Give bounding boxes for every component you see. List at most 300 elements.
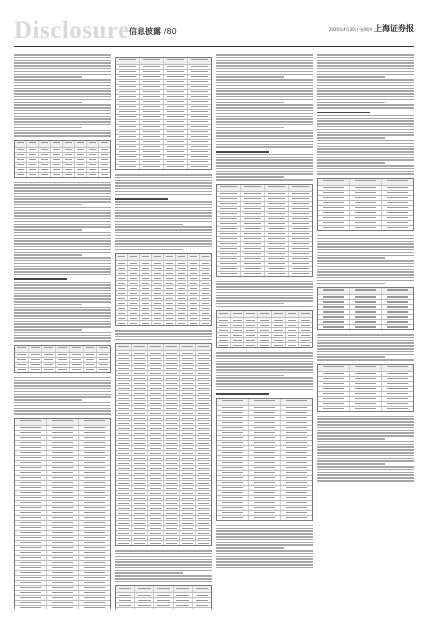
table-cell <box>200 291 211 295</box>
table-cell <box>281 511 312 515</box>
data-table <box>14 345 111 373</box>
text-line <box>317 441 414 443</box>
table-cell <box>140 80 164 84</box>
table-cell <box>15 173 27 177</box>
text-line <box>216 383 313 385</box>
text-line <box>216 358 313 360</box>
table-cell <box>382 179 413 185</box>
table-row <box>15 346 110 353</box>
text-line <box>216 146 313 148</box>
text-line <box>115 182 212 184</box>
table-row <box>318 288 413 295</box>
text-line <box>216 79 313 81</box>
table-cell <box>79 461 110 465</box>
table-cell <box>116 451 132 455</box>
table-cell <box>217 446 249 450</box>
table-cell <box>241 207 265 211</box>
table-cell <box>148 466 164 470</box>
table-row <box>318 407 413 411</box>
table-cell <box>188 316 200 320</box>
table-cell <box>286 311 300 317</box>
table-cell <box>164 471 180 475</box>
table-cell <box>164 58 188 64</box>
text-line <box>14 274 111 276</box>
text-line <box>317 171 414 173</box>
table-cell <box>265 247 289 251</box>
table-cell <box>196 426 211 430</box>
table-cell <box>116 356 132 360</box>
table-cell <box>350 191 382 195</box>
table-cell <box>84 358 98 362</box>
table-cell <box>116 593 135 597</box>
data-table <box>317 178 414 231</box>
text-line <box>216 567 313 569</box>
text-line <box>317 435 414 437</box>
table-cell <box>132 461 148 465</box>
text-line <box>14 110 111 112</box>
table-cell <box>116 431 132 435</box>
table-cell <box>116 85 140 89</box>
table-cell <box>196 366 211 370</box>
table-cell <box>148 426 164 430</box>
data-table <box>317 364 414 412</box>
text-line <box>317 107 414 109</box>
table-cell <box>289 227 312 231</box>
table-cell <box>382 226 413 230</box>
table-cell <box>47 526 79 530</box>
table-cell <box>79 586 110 590</box>
table-cell <box>196 501 211 505</box>
table-cell <box>318 315 350 319</box>
text-line <box>317 455 414 457</box>
text-line <box>115 246 212 248</box>
table-cell <box>140 286 152 290</box>
table-cell <box>176 254 188 260</box>
table-cell <box>164 90 188 94</box>
table-cell <box>116 603 135 607</box>
table-cell <box>318 372 350 376</box>
table-cell <box>249 441 281 445</box>
table-cell <box>180 516 196 520</box>
table-cell <box>47 566 79 570</box>
text-line <box>115 553 212 555</box>
table-cell <box>180 501 196 505</box>
table-cell <box>116 396 132 400</box>
table-cell <box>15 431 47 435</box>
table-cell <box>87 163 99 167</box>
text-line <box>317 266 414 268</box>
table-cell <box>97 368 110 372</box>
table-cell <box>180 344 196 350</box>
text-line <box>115 174 212 176</box>
table-cell <box>318 295 350 299</box>
text-line <box>14 71 111 73</box>
table-cell <box>196 431 211 435</box>
table-cell <box>29 368 43 372</box>
text-line <box>14 90 111 92</box>
table-cell <box>154 586 173 592</box>
table-cell <box>27 148 39 152</box>
text-line <box>317 168 414 170</box>
table-cell <box>152 281 164 285</box>
table-cell <box>116 90 140 94</box>
table-cell <box>289 212 312 216</box>
table-cell <box>318 206 350 210</box>
table-cell <box>15 456 47 460</box>
table-cell <box>217 511 249 515</box>
table-cell <box>188 281 200 285</box>
table-cell <box>272 311 286 317</box>
table-cell <box>47 471 79 475</box>
disclosure-logo: Disclosure <box>14 17 130 44</box>
table-cell <box>116 65 140 69</box>
text-line <box>14 391 111 393</box>
text-line <box>317 477 414 479</box>
table-cell <box>286 338 300 342</box>
text-line <box>216 68 313 70</box>
table-cell <box>382 407 413 411</box>
table-cell <box>148 451 164 455</box>
text-line <box>14 187 111 189</box>
table-cell <box>116 311 128 315</box>
table-cell <box>27 141 39 147</box>
table-cell <box>231 318 245 322</box>
text-line <box>216 389 313 391</box>
table-cell <box>289 257 312 261</box>
table-cell <box>148 516 164 520</box>
table-cell <box>75 163 87 167</box>
table-cell <box>180 541 196 545</box>
table-cell <box>116 150 140 154</box>
table-cell <box>148 501 164 505</box>
text-line <box>317 345 414 347</box>
text-line <box>317 280 414 282</box>
table-cell <box>281 416 312 420</box>
table-cell <box>15 426 47 430</box>
table-cell <box>140 301 152 305</box>
table-cell <box>15 591 47 595</box>
table-cell <box>116 351 132 355</box>
table-cell <box>132 496 148 500</box>
text-line <box>14 402 111 404</box>
table-cell <box>188 105 211 109</box>
text-line <box>216 564 313 566</box>
table-cell <box>148 366 164 370</box>
text-line <box>115 235 212 237</box>
table-cell <box>164 75 188 79</box>
table-cell <box>164 291 176 295</box>
table-cell <box>164 110 188 114</box>
table-cell <box>188 276 200 280</box>
table-cell <box>188 296 200 300</box>
text-line <box>317 446 414 448</box>
table-row <box>116 586 211 593</box>
text-line <box>14 394 111 396</box>
text-line <box>216 542 313 544</box>
text-line <box>216 107 313 109</box>
table-cell <box>15 346 29 352</box>
text-line <box>216 96 313 98</box>
text-line <box>216 286 313 288</box>
text-line <box>317 472 414 474</box>
table-cell <box>79 576 110 580</box>
table-cell <box>318 305 350 309</box>
table-cell <box>382 387 413 391</box>
table-cell <box>128 286 140 290</box>
table-cell <box>39 168 51 172</box>
table-cell <box>196 496 211 500</box>
table-cell <box>148 506 164 510</box>
text-line <box>216 530 313 532</box>
table-cell <box>180 361 196 365</box>
table-cell <box>116 586 135 592</box>
table-cell <box>116 80 140 84</box>
table-row <box>15 368 110 372</box>
table-cell <box>217 338 231 342</box>
text-line <box>14 287 111 289</box>
text-line <box>14 266 111 268</box>
table-cell <box>281 446 312 450</box>
table-cell <box>99 153 110 157</box>
table-cell <box>164 496 180 500</box>
table-cell <box>116 406 132 410</box>
table-cell <box>231 343 245 347</box>
text-line <box>317 71 414 73</box>
table-cell <box>299 343 312 347</box>
text-line <box>317 82 414 84</box>
text-line <box>317 154 414 156</box>
table-cell <box>289 197 312 201</box>
table-cell <box>196 441 211 445</box>
table-cell <box>79 491 110 495</box>
table-cell <box>116 125 140 129</box>
table-cell <box>15 571 47 575</box>
text-line <box>14 399 82 401</box>
text-line <box>317 342 414 344</box>
text-line <box>14 293 111 295</box>
table-cell <box>193 608 211 609</box>
table-cell <box>265 197 289 201</box>
text-line <box>216 352 313 354</box>
text-line <box>216 124 313 126</box>
table-cell <box>79 436 110 440</box>
table-cell <box>79 426 110 430</box>
text-line <box>216 85 313 87</box>
table-cell <box>217 333 231 337</box>
table-cell <box>164 401 180 405</box>
table-cell <box>350 315 382 319</box>
table-cell <box>249 411 281 415</box>
table-cell <box>15 536 47 540</box>
table-cell <box>217 185 241 191</box>
table-cell <box>350 387 382 391</box>
table-cell <box>164 276 176 280</box>
table-cell <box>244 333 258 337</box>
table-cell <box>132 541 148 545</box>
table-cell <box>148 411 164 415</box>
table-cell <box>140 85 164 89</box>
table-cell <box>116 75 140 79</box>
table-cell <box>140 276 152 280</box>
table-cell <box>318 377 350 381</box>
table-cell <box>258 311 272 317</box>
table-cell <box>286 333 300 337</box>
table-cell <box>350 201 382 205</box>
table-cell <box>47 481 79 485</box>
table-cell <box>164 411 180 415</box>
text-line <box>317 430 414 432</box>
table-cell <box>15 566 47 570</box>
text-line <box>14 184 111 186</box>
table-cell <box>289 267 312 271</box>
text-line <box>14 408 111 410</box>
table-cell <box>249 516 281 520</box>
table-cell <box>42 368 56 372</box>
table-cell <box>42 346 56 352</box>
table-cell <box>272 318 286 322</box>
text-line <box>115 229 212 231</box>
table-cell <box>180 401 196 405</box>
table-cell <box>382 382 413 386</box>
table-cell <box>217 476 249 480</box>
text-line <box>115 226 212 228</box>
text-line <box>14 207 111 209</box>
text-line <box>14 196 111 198</box>
table-cell <box>176 286 188 290</box>
text-line <box>115 212 212 214</box>
table-cell <box>188 145 211 149</box>
text-line <box>317 424 414 426</box>
table-cell <box>39 141 51 147</box>
table-cell <box>132 536 148 540</box>
table-cell <box>164 316 176 320</box>
table-cell <box>164 105 188 109</box>
table-cell <box>116 155 140 159</box>
table-cell <box>265 202 289 206</box>
text-line <box>216 165 313 167</box>
table-cell <box>148 386 164 390</box>
table-cell <box>164 281 176 285</box>
table-cell <box>116 291 128 295</box>
table-cell <box>164 286 176 290</box>
text-line <box>317 143 414 145</box>
table-cell <box>382 288 413 294</box>
table-cell <box>217 516 249 520</box>
table-cell <box>180 511 196 515</box>
text-line <box>216 380 313 382</box>
table-cell <box>47 561 79 565</box>
table-cell <box>164 391 180 395</box>
table-cell <box>318 221 350 225</box>
table-cell <box>193 593 211 597</box>
table-cell <box>196 456 211 460</box>
text-line <box>14 85 111 87</box>
table-cell <box>128 276 140 280</box>
table-cell <box>180 371 196 375</box>
table-cell <box>188 85 211 89</box>
table-cell <box>140 135 164 139</box>
table-cell <box>140 95 164 99</box>
text-line <box>14 413 111 415</box>
text-line <box>115 188 212 190</box>
table-cell <box>132 361 148 365</box>
newspaper-name: 上海证券报 <box>374 23 414 33</box>
table-cell <box>140 115 164 119</box>
table-cell <box>79 591 110 595</box>
table-cell <box>15 506 47 510</box>
table-cell <box>148 446 164 450</box>
table-cell <box>249 421 281 425</box>
text-line <box>14 301 111 303</box>
table-cell <box>47 606 79 609</box>
text-line <box>14 215 111 217</box>
table-cell <box>174 608 193 609</box>
table-cell <box>87 153 99 157</box>
text-line <box>14 323 111 325</box>
table-cell <box>84 363 98 367</box>
text-line <box>216 154 313 156</box>
table-cell <box>196 391 211 395</box>
table-cell <box>116 466 132 470</box>
table-cell <box>196 361 211 365</box>
table-cell <box>196 531 211 535</box>
text-line <box>317 159 414 161</box>
table-cell <box>132 431 148 435</box>
table-cell <box>152 301 164 305</box>
text-line <box>317 480 414 482</box>
text-line <box>216 135 313 137</box>
table-cell <box>15 441 47 445</box>
table-cell <box>87 148 99 152</box>
table-cell <box>176 276 188 280</box>
table-cell <box>79 441 110 445</box>
text-line <box>14 127 82 129</box>
table-cell <box>97 353 110 357</box>
table-cell <box>281 456 312 460</box>
table-cell <box>15 419 47 425</box>
text-line <box>216 553 313 555</box>
table-cell <box>39 153 51 157</box>
text-line <box>317 65 414 67</box>
table-cell <box>164 254 176 260</box>
text-line <box>317 246 414 248</box>
table-cell <box>188 261 200 265</box>
table-cell <box>84 368 98 372</box>
table-cell <box>132 376 148 380</box>
table-cell <box>164 376 180 380</box>
table-cell <box>174 603 193 607</box>
table-cell <box>51 148 63 152</box>
table-cell <box>15 451 47 455</box>
table-cell <box>281 426 312 430</box>
table-cell <box>350 397 382 401</box>
table-cell <box>164 311 176 315</box>
table-cell <box>231 338 245 342</box>
table-cell <box>200 281 211 285</box>
text-line <box>14 124 111 126</box>
table-cell <box>188 155 211 159</box>
table-cell <box>188 254 200 260</box>
table-cell <box>164 160 188 164</box>
table-cell <box>249 501 281 505</box>
table-cell <box>47 576 79 580</box>
table-cell <box>154 603 173 607</box>
table-cell <box>265 257 289 261</box>
text-line <box>14 182 111 184</box>
table-cell <box>200 276 211 280</box>
table-cell <box>47 451 79 455</box>
table-cell <box>350 226 382 230</box>
